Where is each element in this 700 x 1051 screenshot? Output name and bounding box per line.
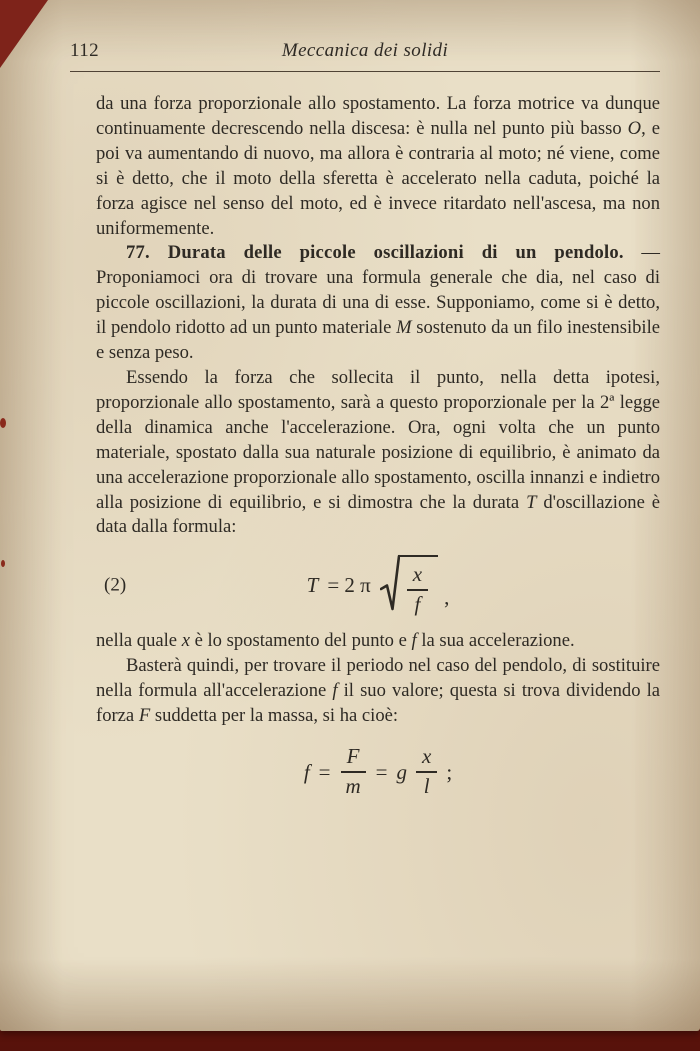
var-x: x: [407, 563, 428, 591]
fraction-F-over-m: [340, 745, 367, 798]
page-content: [70, 40, 660, 813]
running-title: Meccanica dei solidi: [281, 40, 449, 61]
var-f: f: [303, 759, 310, 784]
var-F: F: [341, 745, 366, 773]
page-header: [70, 40, 660, 62]
radicand: [398, 555, 438, 618]
fraction-x-over-l: [416, 745, 437, 798]
paragraph-essendo: Essendo la forza che sollecita il punto, nella detta ipotesi, proporzionale allo spostamento, sarà a questo proporzionale per la 2ª legge della dinamica anche l'accelerazione. Ora, ogni volta che un punto materiale, spostato dalla sua naturale posizione di equilibrio, è animato da una accelerazione proporzionale allo spostamento, oscilla innanzi e indietro alla posizione di equilibrio, e si dimostra che la durata T d'oscillazione è data dalla formula:: [96, 366, 660, 538]
page-blemish: [0, 418, 6, 428]
paragraph-bastera: Basterà quindi, per trovare il periodo nel caso del pendolo, di sostituire nella formula all'accelerazione f il suo valore; questa si trova dividendo la forza F suddetta per la massa, si ha cioè:: [96, 655, 661, 727]
semicolon: ;: [446, 759, 453, 784]
var-x: x: [416, 745, 437, 773]
var-g: g: [396, 759, 408, 784]
equals-2pi: = 2 π: [327, 573, 371, 598]
equation-period: [307, 553, 450, 618]
var-m: m: [345, 773, 361, 798]
fraction-x-over-f: [407, 563, 428, 616]
paragraph-section-77: 77. Durata delle piccole oscillazioni di un pendolo. — Proponiamoci ora di trovare una formula generale che dia, nel caso di piccole oscillazioni, la durata di una di esse. Supponiamo, come si è detto, il pendolo ridotto ad un punto materiale M sostenuto da un filo inestensibile e senza peso.: [96, 242, 660, 364]
radical-sign-icon: [380, 553, 400, 613]
equals-sign: =: [318, 759, 331, 784]
paragraph-nella-quale: nella quale x è lo spostamento del punto e f la sua accelerazione.: [96, 630, 575, 652]
paragraph-continuation: da una forza proporzionale allo spostamento. La forza motrice va dunque continuamente decrescendo nella discesa: è nulla nel punto più basso O, e poi va aumentando di nuovo, ma allora è contraria al moto; né viene, come si è detto, che il moto della sferetta è accelerato nella caduta, poiché la forza agisce nel senso del moto, ed è invece ritardato nell'ascesa, ma non uniformemente.: [96, 93, 660, 239]
var-l: l: [423, 773, 430, 798]
square-root: [380, 553, 438, 618]
var-T: T: [306, 573, 319, 598]
body-text: [96, 92, 660, 802]
page-number: 112: [70, 40, 99, 61]
equation-row-period: [96, 553, 660, 618]
page-blemish: [1, 560, 5, 567]
comma: ,: [444, 585, 450, 610]
var-f: f: [414, 591, 421, 616]
equation-acceleration: [304, 745, 452, 798]
header-rule: [70, 71, 660, 72]
equation-row-acceleration: [96, 742, 660, 802]
equation-number: (2): [104, 574, 127, 596]
equals-sign: =: [375, 759, 388, 784]
